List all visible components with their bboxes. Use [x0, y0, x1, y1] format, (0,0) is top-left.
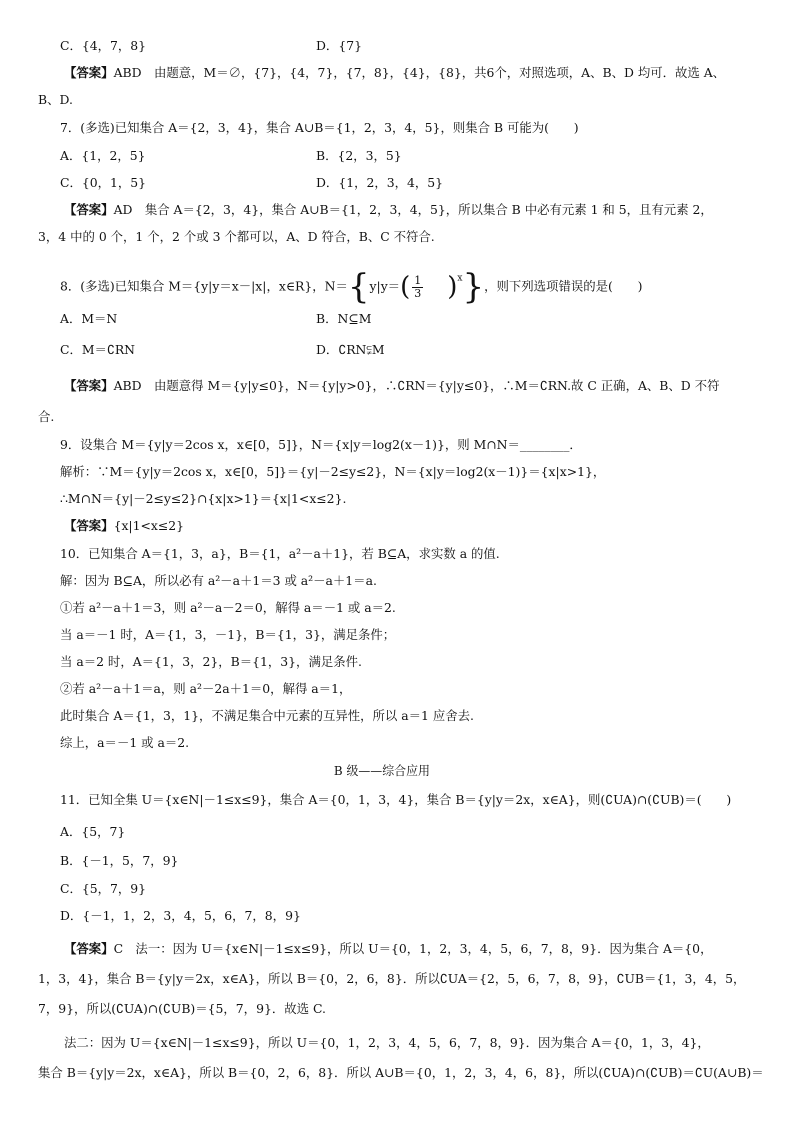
- answer-label: 【答案】: [64, 65, 114, 80]
- answer-11-cont2: 7，9}，所以(∁UA)∩(∁UB)＝{5，7，9}．故选 C.: [38, 1001, 326, 1016]
- section-heading: B 级——综合应用: [333, 763, 430, 778]
- q8-option-b: B．N⊆M: [316, 311, 372, 326]
- answer-label: 【答案】: [64, 941, 114, 956]
- answer-11: 【答案】C 法一：因为 U＝{x∈N|－1≤x≤9}，所以 U＝{0，1，2，3，4，5，6，7，8，9}．因为集合 A＝{0，: [64, 941, 713, 956]
- answer-label: 【答案】: [64, 518, 114, 533]
- q10-case-1a: 当 a＝－1 时，A＝{1，3，－1}，B＝{1，3}，满足条件；: [60, 627, 396, 642]
- q8-text-end: ，则下列选项错误的是( ): [484, 278, 643, 294]
- q7-option-c: C．{0，1，5}: [60, 175, 147, 190]
- q8-fraction: $\frac{1}{3}$: [414, 273, 422, 300]
- answer-6: 【答案】ABD 由题意，M＝∅，{7}，{4，7}，{7，8}，{4}，{8}，共6个，对照选项，A、B、D 均可．故选 A、: [64, 65, 726, 80]
- q7-option-b: B．{2，3，5}: [316, 148, 402, 163]
- answer-6-cont: B、D.: [38, 92, 73, 107]
- q9-analysis-cont: ∴M∩N＝{y|－2≤y≤2}∩{x|x>1}＝{x|1<x≤2}.: [60, 491, 347, 506]
- answer-9: 【答案】{x|1<x≤2}: [64, 518, 185, 533]
- q8-exponent: x: [457, 273, 463, 284]
- q8-set-var: y: [369, 278, 377, 294]
- q7-option-a: A．{1，2，5}: [60, 148, 146, 163]
- answer-7: 【答案】AD 集合 A＝{2，3，4}，集合 A∪B＝{1，2，3，4，5}，所以集合 B 中必有元素 1 和 5，且有元素 2，: [64, 202, 713, 217]
- q11-option-b: B．{－1，5，7，9}: [60, 853, 179, 868]
- question-11: 11．已知全集 U＝{x∈N|－1≤x≤9}，集合 A＝{0，1，3，4}，集合 B＝{y|y＝2x，x∈A}，则(∁UA)∩(∁UB)＝( ): [60, 792, 732, 807]
- q8-option-d: D．∁RN⫋M: [316, 342, 385, 357]
- option-c: C．{4，7，8}: [60, 38, 147, 53]
- answer-11-method2: 法二：因为 U＝{x∈N|－1≤x≤9}，所以 U＝{0，1，2，3，4，5，6，7，8，9}．因为集合 A＝{0，1，3，4}，: [64, 1035, 710, 1050]
- option-d: D．{7}: [316, 38, 362, 53]
- question-7: 7．(多选)已知集合 A＝{2，3，4}，集合 A∪B＝{1，2，3，4，5}，则集合 B 可能为( ): [60, 120, 579, 135]
- question-8: 8．(多选)已知集合 M＝{y|y＝x－|x|，x∈R}，N＝{y|y＝( $\frac{1}{3}$ )$^x$}，则下列选项错误的是( ): [60, 267, 643, 307]
- answer-label: 【答案】: [64, 378, 114, 393]
- q11-option-a: A．{5，7}: [60, 824, 126, 839]
- answer-8-cont: 合.: [38, 409, 55, 424]
- q10-case-1: ①若 a²－a＋1＝3，则 a²－a－2＝0，解得 a＝－1 或 a＝2.: [60, 600, 396, 615]
- q7-option-d: D．{1，2，3，4，5}: [316, 175, 444, 190]
- q9-analysis: 解析：∵M＝{y|y＝2cos x，x∈[0，5]}＝{y|－2≤y≤2}，N＝{x|y＝log2(x－1)}＝{x|x>1}，: [60, 464, 606, 479]
- answer-label: 【答案】: [64, 202, 114, 217]
- q10-conclusion: 综上，a＝－1 或 a＝2.: [60, 735, 190, 750]
- q11-option-c: C．{5，7，9}: [60, 881, 147, 896]
- question-9: 9．设集合 M＝{y|y＝2cos x，x∈[0，5]}，N＝{x|y＝log2(x－1)}，则 M∩N＝________．: [60, 437, 582, 452]
- answer-8: 【答案】ABD 由题意得 M＝{y|y≤0}，N＝{y|y>0}，∴∁RN＝{y|y≤0}，∴M＝∁RN.故 C 正确，A、B、D 不符: [64, 378, 720, 393]
- question-10: 10．已知集合 A＝{1，3，a}，B＝{1，a²－a＋1}，若 B⊆A，求实数 a 的值.: [60, 546, 500, 561]
- q8-set-eq: y＝: [380, 278, 401, 294]
- q8-option-a: A．M＝N: [60, 311, 118, 326]
- answer-11-cont1: 1，3，4}，集合 B＝{y|y＝2x，x∈A}，所以 B＝{0，2，6，8}．所以∁UA＝{2，5，6，7，8，9}，∁UB＝{1，3，4，5，: [38, 971, 746, 986]
- q10-solution: 解：因为 B⊆A，所以必有 a²－a＋1＝3 或 a²－a＋1＝a.: [60, 573, 377, 588]
- q10-case-2: ②若 a²－a＋1＝a，则 a²－2a＋1＝0，解得 a＝1，: [60, 681, 352, 696]
- q8-option-c: C．M＝∁RN: [60, 342, 136, 357]
- q10-case-1b: 当 a＝2 时，A＝{1，3，2}，B＝{1，3}，满足条件.: [60, 654, 362, 669]
- answer-7-cont: 3，4 中的 0 个，1 个，2 个或 3 个都可以，A、D 符合，B、C 不符合.: [38, 229, 435, 244]
- q10-case-2a: 此时集合 A＝{1，3，1}，不满足集合中元素的互异性，所以 a＝1 应舍去.: [60, 708, 474, 723]
- answer-11-method2-cont: 集合 B＝{y|y＝2x，x∈A}，所以 B＝{0，2，6，8}．所以 A∪B＝{0，1，2，3，4，6，8}，所以(∁UA)∩(∁UB)＝∁U(A∪B)＝: [38, 1065, 764, 1080]
- q8-text-start: 8．(多选)已知集合 M＝{y|y＝x－|x|，x∈R}，N＝: [60, 278, 348, 294]
- q11-option-d: D．{－1，1，2，3，4，5，6，7，8，9}: [60, 908, 301, 923]
